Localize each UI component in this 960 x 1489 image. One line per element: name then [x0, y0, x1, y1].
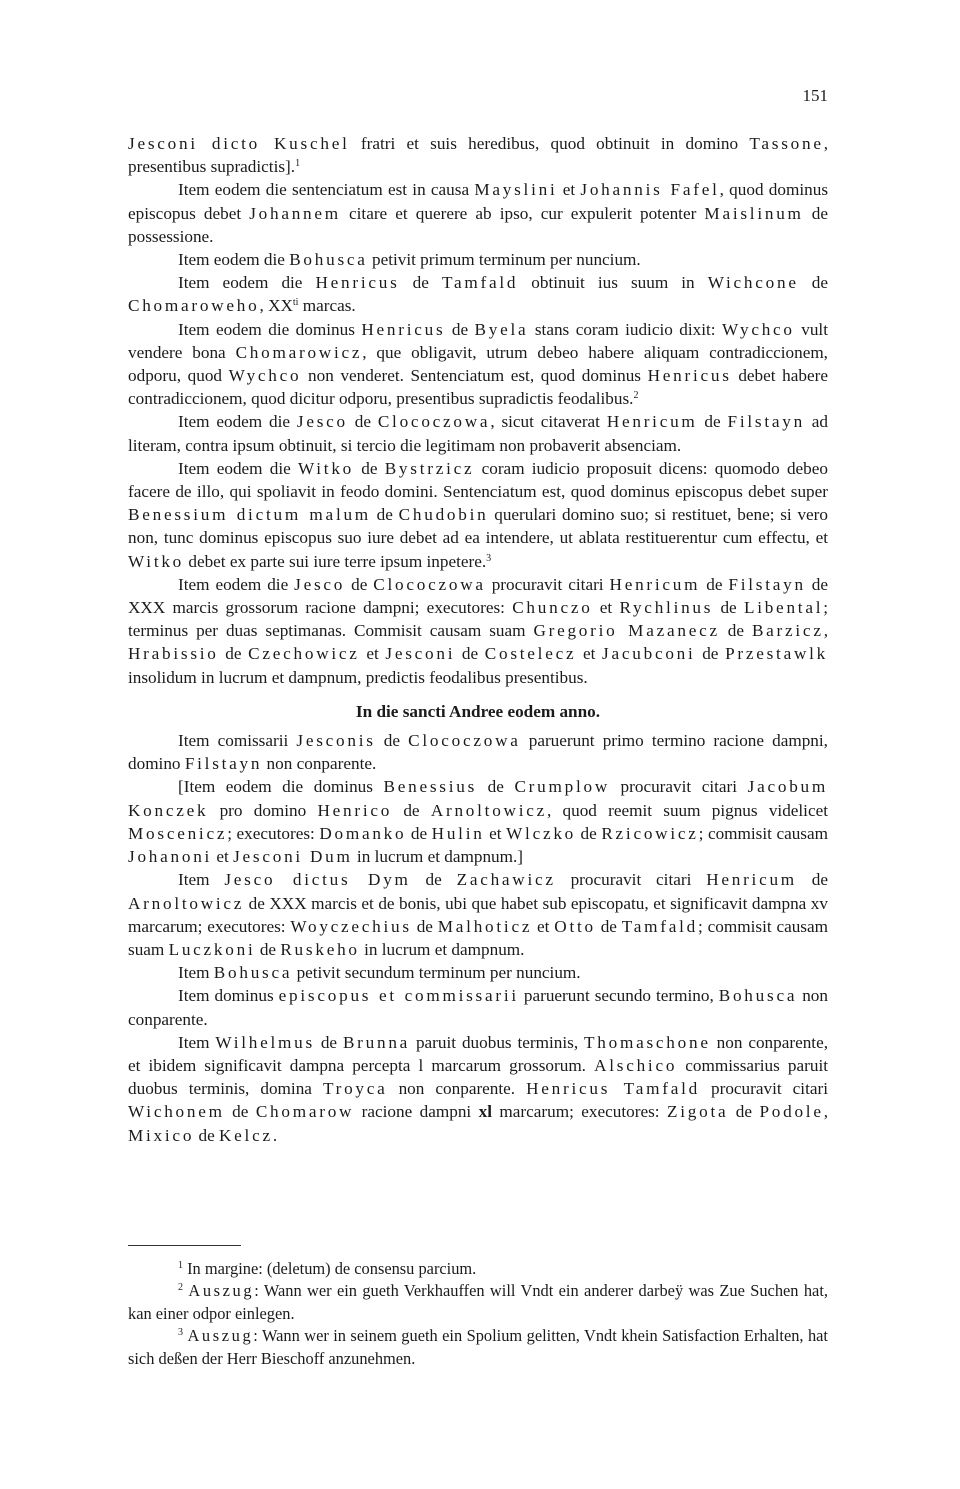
- text-run: de: [697, 412, 728, 432]
- spaced-name: Mixico: [128, 1125, 195, 1145]
- text-run: de: [194, 1125, 219, 1145]
- spaced-name: Ruskeho: [280, 939, 360, 959]
- text-run: racione dampni: [354, 1102, 479, 1122]
- spaced-name: Tamfald: [441, 273, 519, 293]
- spaced-name: Jacobum Konczek: [128, 777, 829, 820]
- text-run: de: [347, 412, 378, 432]
- text-run: stans coram iudicio dixit:: [528, 319, 723, 339]
- spaced-name: Crumplow: [514, 777, 610, 797]
- text-run: Item eodem die: [178, 574, 295, 594]
- text-run: Item eodem die: [178, 250, 290, 270]
- text-run: Item eodem die dominus: [178, 319, 362, 339]
- text-run: ; terminus per duas septimanas. Commisit causam suam: [128, 598, 829, 641]
- text-run: in lucrum et dampnum.]: [352, 847, 524, 867]
- footnote: [128, 1280, 828, 1325]
- spaced-name: Wychco: [228, 366, 302, 386]
- text-run: Item: [178, 1032, 216, 1052]
- text-run: de XXX marcis grossorum racione dampni; executores:: [128, 574, 828, 618]
- text-run: In margine: (deletum) de consensu parcium.: [183, 1259, 477, 1278]
- spaced-name: Jesconi Dum: [233, 847, 353, 867]
- text-run: Item: [178, 870, 225, 890]
- spaced-name: Jesco: [294, 574, 346, 594]
- text-run: de: [728, 1102, 760, 1122]
- text-run: petivit primum terminum per nuncium.: [367, 250, 641, 270]
- spaced-name: Jesconi dicto Kuschel: [128, 134, 350, 153]
- text-run: ad literam, contra ipsum obtinuit, si tercio die legitimam non probaverit absenciam.: [128, 412, 829, 455]
- spaced-name: episcopus et commissarii: [278, 986, 519, 1006]
- paragraph: [128, 729, 828, 775]
- paragraph: [128, 248, 828, 271]
- text-run: insolidum in lucrum et dampnum, predictis feodalibus presentibus.: [128, 667, 588, 687]
- text-run: [Item eodem die dominus: [178, 777, 384, 797]
- spaced-name: Byela: [474, 319, 529, 339]
- text-run: commissarius paruit duobus terminis, domina: [128, 1055, 828, 1099]
- text-run: , que obligavit, utrum debeo habere aliquam contradiccionem, odporu, quod: [128, 342, 828, 386]
- spaced-name: Arnoltowicz: [430, 800, 547, 820]
- text-run: ; commisit causam: [698, 823, 828, 843]
- spaced-name: Rzicowicz: [601, 823, 699, 843]
- spaced-name: Rychlinus: [619, 598, 714, 618]
- text-run: paruerunt secundo termino,: [518, 986, 719, 1006]
- spaced-name: Henricus: [361, 319, 446, 339]
- text-run: , sicut citaverat: [490, 412, 607, 432]
- spaced-name: Henricum: [606, 412, 698, 432]
- text-run: de: [477, 777, 515, 797]
- spaced-name: Zachawicz: [456, 870, 556, 890]
- spaced-name: Henricum: [609, 574, 701, 594]
- text-run: non conparente.: [128, 986, 828, 1029]
- spaced-name: Henricus Tamfald: [526, 1079, 700, 1099]
- text-run: de: [796, 870, 828, 890]
- text-run: Item eodem die: [178, 412, 297, 432]
- paragraph: [128, 271, 828, 317]
- text-run: Item comissarii: [178, 731, 297, 751]
- spaced-name: Chunczo: [512, 598, 593, 618]
- footnote-marker: ti: [292, 297, 299, 309]
- spaced-name: Jacubconi: [602, 644, 696, 664]
- spaced-name: Johannis Fafel: [580, 180, 720, 200]
- spaced-name: Luczkoni: [168, 939, 256, 959]
- text-run: et: [212, 847, 234, 867]
- text-run: de: [399, 273, 442, 293]
- spaced-name: Domanko: [319, 823, 407, 843]
- text-run: non conparente.: [387, 1079, 527, 1099]
- text-run: de: [345, 574, 374, 594]
- paragraph: [128, 984, 828, 1030]
- text-run: et: [359, 644, 386, 664]
- text-run: de: [218, 644, 249, 664]
- text-run: et: [592, 598, 620, 618]
- spaced-name: Bystrzicz: [384, 458, 475, 478]
- spaced-name: Chomarow: [255, 1102, 355, 1122]
- spaced-name: Arnoltowicz: [128, 893, 245, 913]
- text-run: de: [713, 598, 744, 618]
- spaced-name: Jesconis: [296, 731, 376, 751]
- spaced-name: Malhoticz: [437, 916, 533, 936]
- footnote-separator: [128, 1245, 241, 1246]
- paragraph: [128, 457, 828, 573]
- text-run: , presentibus supradictis].: [128, 134, 829, 177]
- text-run: fratri et suis heredibus, quod obtinuit in domino: [349, 134, 750, 153]
- text-run: non venderet. Sentenciatum est, quod dominus: [301, 366, 648, 386]
- spaced-name: Wichonem: [128, 1102, 225, 1122]
- text-run: , quod reemit suum pignus videlicet: [547, 800, 828, 820]
- spaced-name: Henricum: [706, 870, 797, 890]
- spaced-name: Auszug: [188, 1281, 255, 1301]
- spaced-name: Wlczko: [506, 823, 577, 843]
- footnote: [128, 1325, 828, 1370]
- text-run: debet ex parte sui iure terre ipsum inpetere.: [184, 551, 487, 571]
- text-run: procuravit citari: [485, 574, 610, 594]
- paragraph: [128, 1031, 828, 1147]
- spaced-name: Otto: [554, 916, 596, 936]
- spaced-name: Barzicz: [751, 621, 824, 641]
- paragraph: [128, 178, 828, 248]
- spaced-name: Wilhelmus: [215, 1032, 315, 1052]
- text-run: xl: [478, 1102, 492, 1122]
- text-run: de: [719, 621, 752, 641]
- paragraph: [128, 318, 828, 411]
- text-run: de: [370, 505, 399, 525]
- text-run: de: [695, 644, 726, 664]
- text-run: procuravit citari: [555, 870, 707, 890]
- text-run: de possessione.: [128, 203, 828, 246]
- text-run: debet habere contradiccionem, quod dicitur odporu, presentibus supradictis feodalibus.: [128, 366, 828, 409]
- text-run: ; commisit causam suam: [128, 916, 828, 959]
- spaced-name: Filstayn: [728, 574, 806, 594]
- text-run: , quod dominus episcopus debet: [128, 180, 829, 223]
- text-run: : Wann wer in seinem gueth ein Spolium gelitten, Vndt khein Satisfaction Erhalten, hat sich deßen der Herr Bieschoff anzunehmen.: [128, 1326, 828, 1368]
- spaced-name: Filstayn: [184, 754, 263, 774]
- spaced-name: Clococzowa: [373, 574, 486, 594]
- spaced-name: Clococzowa: [377, 412, 491, 432]
- text-run: vult vendere bona: [128, 319, 828, 362]
- text-run: de: [445, 319, 475, 339]
- text-run: .: [272, 1125, 278, 1145]
- spaced-name: Chomarowicz: [235, 342, 363, 362]
- spaced-name: Przestawlk: [725, 644, 828, 664]
- spaced-name: Bohusca: [718, 986, 798, 1006]
- spaced-name: Bohusca: [289, 250, 368, 270]
- spaced-name: Czechowicz: [248, 644, 360, 664]
- footnote-marker: 1: [295, 158, 301, 170]
- spaced-name: Maislinum: [704, 203, 804, 223]
- main-text: [128, 132, 828, 1147]
- footnote-marker: 3: [486, 552, 492, 564]
- spaced-name: Tamfald: [621, 916, 699, 936]
- text-run: Item eodem die: [178, 458, 298, 478]
- spaced-name: Chomaroweho: [128, 296, 260, 316]
- text-run: Item eodem die: [178, 273, 316, 293]
- footnote: [128, 1258, 828, 1280]
- text-run: procuravit citari: [699, 1079, 828, 1099]
- text-run: de: [595, 916, 622, 936]
- text-run: de: [255, 939, 281, 959]
- spaced-name: Witko: [128, 551, 185, 571]
- spaced-name: Troyca: [322, 1079, 388, 1099]
- text-run: de: [224, 1102, 256, 1122]
- paragraph: [128, 410, 828, 456]
- text-run: et: [576, 644, 603, 664]
- text-run: ,: [823, 1102, 828, 1122]
- text-run: marcarum; executores:: [492, 1102, 667, 1122]
- spaced-name: Benessius: [383, 777, 478, 797]
- text-run: Item: [178, 963, 214, 983]
- spaced-name: Mayslini: [474, 180, 558, 200]
- text-run: de: [392, 800, 431, 820]
- spaced-name: Filstayn: [727, 412, 805, 432]
- spaced-name: Johanoni: [128, 847, 213, 867]
- text-run: de: [314, 1032, 343, 1052]
- text-run: , XX: [259, 296, 293, 316]
- text-run: : Wann wer ein gueth Verkhauffen will Vndt ein anderer darbeÿ was Zue Suchen hat, kan einer odpor einlegen.: [128, 1281, 828, 1323]
- text-run: de XXX marcis et de bonis, ubi que habet sub episcopatu, et significavit dampna xv marcarum; executores:: [128, 893, 828, 936]
- spaced-name: Hrabissio: [128, 644, 219, 664]
- spaced-name: Woyczechius: [290, 916, 412, 936]
- paragraph: [128, 132, 828, 178]
- text-run: non conparente, et ibidem significavit dampna percepta l marcarum grossorum.: [128, 1032, 829, 1075]
- page-number: 151: [802, 86, 828, 105]
- spaced-name: Podole: [759, 1102, 824, 1122]
- text-run: petivit secundum terminum per nuncium.: [292, 963, 581, 983]
- spaced-name: Moscenicz: [128, 823, 228, 843]
- spaced-name: Henrico: [317, 800, 393, 820]
- text-run: in lucrum et dampnum.: [359, 939, 525, 959]
- text-run: marcas.: [298, 296, 356, 316]
- text-run: et: [484, 823, 507, 843]
- text-run: et: [532, 916, 555, 936]
- text-run: de: [700, 574, 729, 594]
- text-run: coram iudicio proposuit dicens: quomodo debeo facere de illo, qui spoliavit in feodo domini. Sentenciatum est, quod dominus episcopus debet super: [128, 458, 828, 502]
- text-run: Item dominus: [178, 986, 279, 1006]
- spaced-name: Gregorio Mazanecz: [533, 621, 720, 641]
- text-run: et: [557, 180, 581, 200]
- spaced-name: Benessium dictum malum: [128, 505, 371, 525]
- footnotes: [128, 1258, 828, 1370]
- spaced-name: Tassone: [749, 134, 824, 153]
- text-run: ,: [823, 621, 828, 641]
- text-run: de: [354, 458, 385, 478]
- spaced-name: Jesconi: [385, 644, 456, 664]
- text-run: de: [455, 644, 485, 664]
- paragraph: [128, 961, 828, 984]
- spaced-name: Henricus: [647, 366, 732, 386]
- spaced-name: Jesco: [296, 412, 348, 432]
- text-run: pro domino: [208, 800, 318, 820]
- footnote-marker: 2: [633, 390, 639, 402]
- spaced-name: Kelcz: [219, 1125, 273, 1145]
- spaced-name: Wichcone: [707, 273, 799, 293]
- footnote-marker: 1: [178, 1260, 183, 1271]
- text-run: paruerunt primo termino racione dampni, domino: [128, 731, 828, 774]
- text-run: ; executores:: [227, 823, 320, 843]
- text-run: de: [406, 823, 432, 843]
- spaced-name: Hulin: [431, 823, 485, 843]
- spaced-name: Bohusca: [213, 963, 293, 983]
- spaced-name: Jesco dictus Dym: [224, 870, 411, 890]
- spaced-name: Libental: [743, 598, 824, 618]
- spaced-name: Costelecz: [484, 644, 577, 664]
- paragraph: [128, 775, 828, 868]
- section-heading: In die sancti Andree eodem anno.: [355, 701, 601, 721]
- spaced-name: Clococzowa: [408, 731, 521, 751]
- paragraph: [128, 573, 828, 689]
- text-run: Item eodem die sentenciatum est in causa: [178, 180, 475, 200]
- spaced-name: Alschico: [594, 1055, 678, 1075]
- text-run: obtinuit ius suum in: [518, 273, 708, 293]
- text-run: non conparente.: [262, 754, 377, 774]
- footnote-marker: 3: [178, 1327, 183, 1339]
- spaced-name: Henricus: [315, 273, 400, 293]
- spaced-name: Auszug: [187, 1326, 254, 1346]
- text-run: de: [411, 916, 438, 936]
- spaced-name: Chudobin: [398, 505, 489, 525]
- spaced-name: Thomaschone: [584, 1032, 711, 1052]
- spaced-name: Zigota: [666, 1102, 729, 1122]
- spaced-name: Brunna: [342, 1032, 411, 1052]
- text-run: de: [798, 273, 828, 293]
- text-run: de: [375, 731, 409, 751]
- spaced-name: Witko: [297, 458, 355, 478]
- text-run: querulari domino suo; si restituet, bene; si vero non, tunc dominus episcopus suo iure debet ad ea intendere, ut ablata restituerentur cum effectu, et: [128, 505, 828, 548]
- text-run: citare et querere ab ipso, cur expulerit potenter: [340, 203, 705, 223]
- text-run: de: [410, 870, 457, 890]
- footnote-marker: 2: [178, 1282, 183, 1294]
- spaced-name: Wychco: [722, 319, 795, 339]
- text-run: de: [576, 823, 602, 843]
- spaced-name: Johannem: [249, 203, 341, 223]
- paragraph: [128, 868, 828, 961]
- text-run: procuravit citari: [609, 777, 748, 797]
- text-run: paruit duobus terminis,: [410, 1032, 585, 1052]
